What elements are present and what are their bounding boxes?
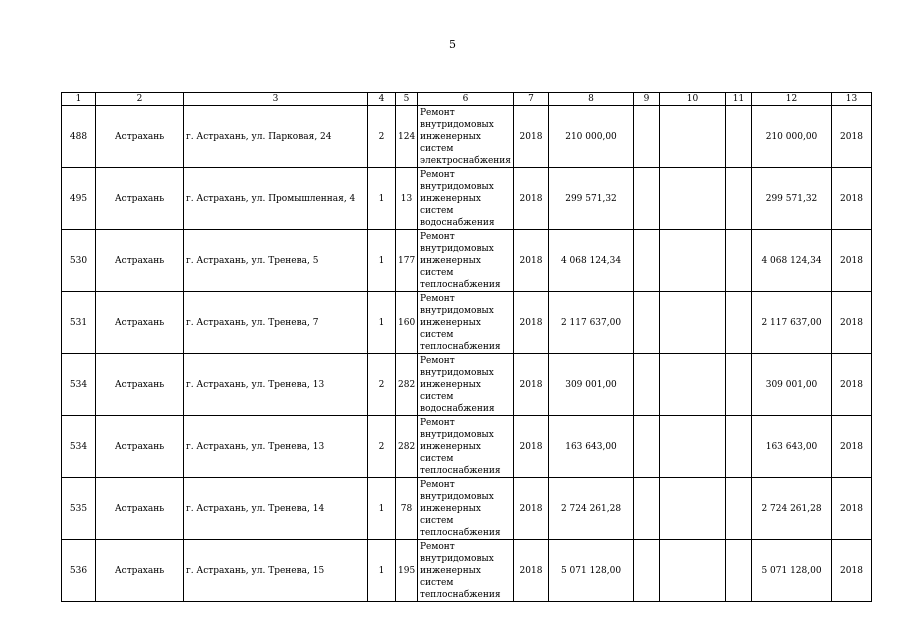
col4-cell: 1 xyxy=(368,478,396,540)
col11-cell xyxy=(726,416,752,478)
column-header-13: 13 xyxy=(832,93,872,106)
address-cell: г. Астрахань, ул. Парковая, 24 xyxy=(184,106,368,168)
year2-cell: 2018 xyxy=(832,354,872,416)
col9-cell xyxy=(634,106,660,168)
year2-cell: 2018 xyxy=(832,168,872,230)
address-cell: г. Астрахань, ул. Тренева, 5 xyxy=(184,230,368,292)
amount-cell: 299 571,32 xyxy=(549,168,634,230)
column-number-row xyxy=(62,93,872,106)
row-id: 534 xyxy=(62,416,96,478)
column-header-1: 1 xyxy=(62,93,96,106)
col5-cell: 282 xyxy=(396,416,418,478)
column-header-8: 8 xyxy=(549,93,634,106)
row-id: 536 xyxy=(62,540,96,602)
column-header-9: 9 xyxy=(634,93,660,106)
column-header-7: 7 xyxy=(514,93,549,106)
work-type-cell: Ремонт внутридомовых инженерных систем теплоснабжения xyxy=(418,230,514,292)
col4-cell: 2 xyxy=(368,354,396,416)
col5-cell: 160 xyxy=(396,292,418,354)
year-cell: 2018 xyxy=(514,230,549,292)
city-cell: Астрахань xyxy=(96,168,184,230)
year2-cell: 2018 xyxy=(832,478,872,540)
col10-cell xyxy=(660,168,726,230)
total-cell: 210 000,00 xyxy=(752,106,832,168)
col5-cell: 124 xyxy=(396,106,418,168)
col4-cell: 2 xyxy=(368,416,396,478)
work-type-cell: Ремонт внутридомовых инженерных систем теплоснабжения xyxy=(418,292,514,354)
work-type-cell: Ремонт внутридомовых инженерных систем теплоснабжения xyxy=(418,416,514,478)
table-row xyxy=(62,354,872,416)
year2-cell: 2018 xyxy=(832,416,872,478)
col5-cell: 177 xyxy=(396,230,418,292)
col10-cell xyxy=(660,540,726,602)
total-cell: 309 001,00 xyxy=(752,354,832,416)
row-id: 530 xyxy=(62,230,96,292)
table-row xyxy=(62,168,872,230)
total-cell: 2 724 261,28 xyxy=(752,478,832,540)
col11-cell xyxy=(726,292,752,354)
city-cell: Астрахань xyxy=(96,106,184,168)
col11-cell xyxy=(726,354,752,416)
year-cell: 2018 xyxy=(514,416,549,478)
row-id: 495 xyxy=(62,168,96,230)
table-row xyxy=(62,416,872,478)
amount-cell: 163 643,00 xyxy=(549,416,634,478)
year-cell: 2018 xyxy=(514,168,549,230)
col9-cell xyxy=(634,540,660,602)
table-row xyxy=(62,540,872,602)
amount-cell: 4 068 124,34 xyxy=(549,230,634,292)
amount-cell: 2 117 637,00 xyxy=(549,292,634,354)
column-header-6: 6 xyxy=(418,93,514,106)
address-cell: г. Астрахань, ул. Тренева, 7 xyxy=(184,292,368,354)
year2-cell: 2018 xyxy=(832,230,872,292)
work-type-cell: Ремонт внутридомовых инженерных систем водоснабжения xyxy=(418,168,514,230)
city-cell: Астрахань xyxy=(96,230,184,292)
col5-cell: 78 xyxy=(396,478,418,540)
amount-cell: 5 071 128,00 xyxy=(549,540,634,602)
work-type-cell: Ремонт внутридомовых инженерных систем водоснабжения xyxy=(418,354,514,416)
column-header-5: 5 xyxy=(396,93,418,106)
column-header-12: 12 xyxy=(752,93,832,106)
col9-cell xyxy=(634,168,660,230)
total-cell: 299 571,32 xyxy=(752,168,832,230)
city-cell: Астрахань xyxy=(96,478,184,540)
address-cell: г. Астрахань, ул. Тренева, 15 xyxy=(184,540,368,602)
col10-cell xyxy=(660,416,726,478)
table-row xyxy=(62,106,872,168)
row-id: 531 xyxy=(62,292,96,354)
col11-cell xyxy=(726,478,752,540)
col10-cell xyxy=(660,106,726,168)
col5-cell: 282 xyxy=(396,354,418,416)
col9-cell xyxy=(634,230,660,292)
col9-cell xyxy=(634,354,660,416)
col11-cell xyxy=(726,230,752,292)
column-header-4: 4 xyxy=(368,93,396,106)
year2-cell: 2018 xyxy=(832,540,872,602)
total-cell: 5 071 128,00 xyxy=(752,540,832,602)
work-type-cell: Ремонт внутридомовых инженерных систем теплоснабжения xyxy=(418,540,514,602)
col5-cell: 195 xyxy=(396,540,418,602)
col4-cell: 1 xyxy=(368,292,396,354)
column-header-2: 2 xyxy=(96,93,184,106)
col9-cell xyxy=(634,416,660,478)
column-header-11: 11 xyxy=(726,93,752,106)
column-header-3: 3 xyxy=(184,93,368,106)
year-cell: 2018 xyxy=(514,106,549,168)
year-cell: 2018 xyxy=(514,478,549,540)
address-cell: г. Астрахань, ул. Тренева, 13 xyxy=(184,416,368,478)
work-type-cell: Ремонт внутридомовых инженерных систем теплоснабжения xyxy=(418,478,514,540)
col4-cell: 1 xyxy=(368,168,396,230)
amount-cell: 2 724 261,28 xyxy=(549,478,634,540)
col10-cell xyxy=(660,354,726,416)
col4-cell: 1 xyxy=(368,540,396,602)
col5-cell: 13 xyxy=(396,168,418,230)
year2-cell: 2018 xyxy=(832,292,872,354)
year-cell: 2018 xyxy=(514,540,549,602)
city-cell: Астрахань xyxy=(96,540,184,602)
total-cell: 2 117 637,00 xyxy=(752,292,832,354)
city-cell: Астрахань xyxy=(96,416,184,478)
col11-cell xyxy=(726,168,752,230)
year-cell: 2018 xyxy=(514,292,549,354)
year2-cell: 2018 xyxy=(832,106,872,168)
col11-cell xyxy=(726,540,752,602)
work-type-cell: Ремонт внутридомовых инженерных систем электроснабжения xyxy=(418,106,514,168)
row-id: 535 xyxy=(62,478,96,540)
col9-cell xyxy=(634,292,660,354)
table-row xyxy=(62,292,872,354)
col9-cell xyxy=(634,478,660,540)
col4-cell: 1 xyxy=(368,230,396,292)
table-row xyxy=(62,478,872,540)
address-cell: г. Астрахань, ул. Тренева, 13 xyxy=(184,354,368,416)
city-cell: Астрахань xyxy=(96,354,184,416)
column-header-10: 10 xyxy=(660,93,726,106)
amount-cell: 309 001,00 xyxy=(549,354,634,416)
col10-cell xyxy=(660,292,726,354)
amount-cell: 210 000,00 xyxy=(549,106,634,168)
table-row xyxy=(62,230,872,292)
address-cell: г. Астрахань, ул. Тренева, 14 xyxy=(184,478,368,540)
city-cell: Астрахань xyxy=(96,292,184,354)
year-cell: 2018 xyxy=(514,354,549,416)
total-cell: 4 068 124,34 xyxy=(752,230,832,292)
total-cell: 163 643,00 xyxy=(752,416,832,478)
row-id: 488 xyxy=(62,106,96,168)
repair-program-table xyxy=(61,92,872,602)
row-id: 534 xyxy=(62,354,96,416)
col10-cell xyxy=(660,230,726,292)
col10-cell xyxy=(660,478,726,540)
address-cell: г. Астрахань, ул. Промышленная, 4 xyxy=(184,168,368,230)
col11-cell xyxy=(726,106,752,168)
page-number: 5 xyxy=(449,38,456,51)
col4-cell: 2 xyxy=(368,106,396,168)
